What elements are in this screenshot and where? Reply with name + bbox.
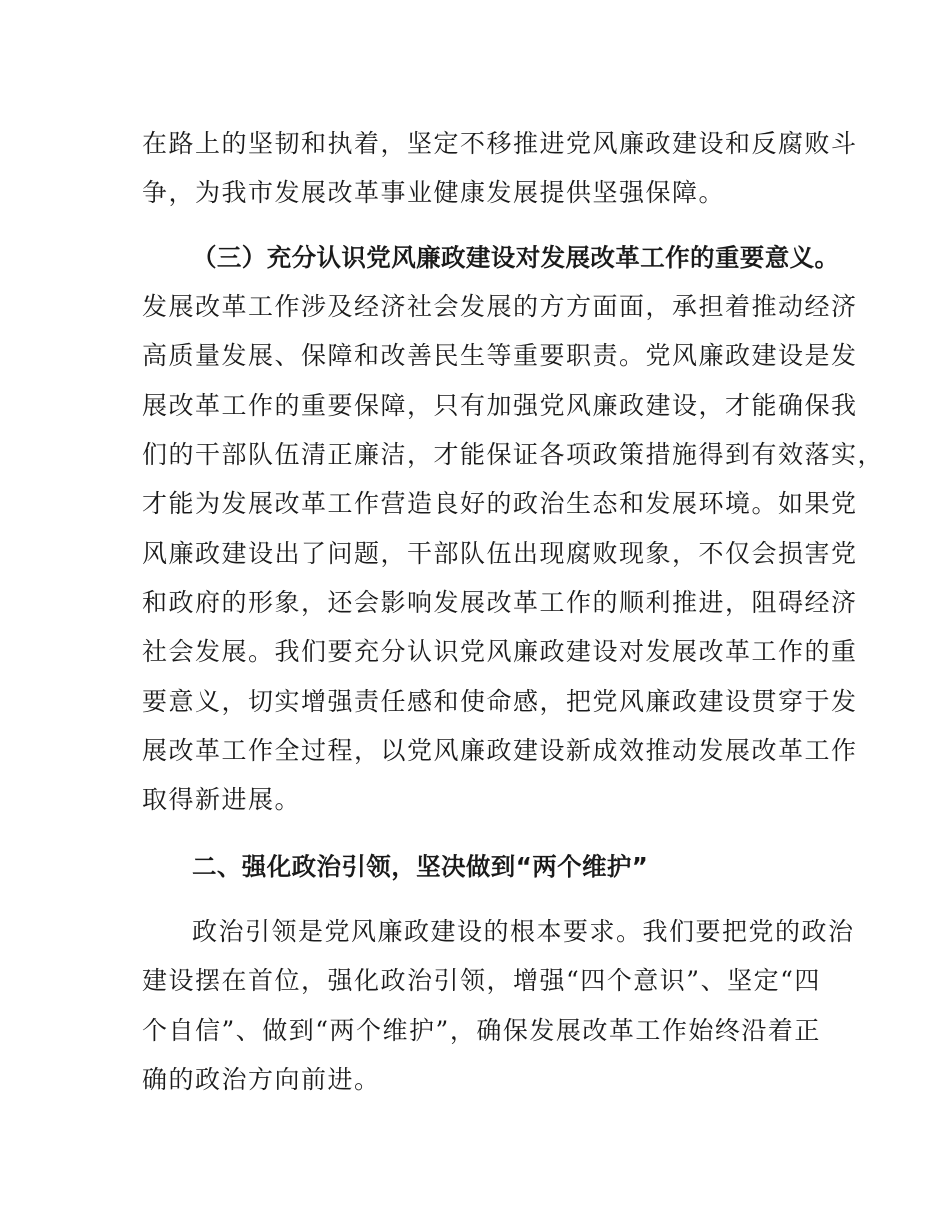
- section3-line-8: 社会发展。我们要充分认识党风廉政建设对发展改革工作的重: [142, 637, 858, 666]
- section3-line-3: 展改革工作的重要保障，只有加强党风廉政建设，才能确保我: [142, 391, 858, 420]
- section3-line-11: 取得新进展。: [142, 785, 302, 814]
- intro-line-1: 在路上的坚韧和执着，坚定不移推进党风廉政建设和反腐败斗: [142, 129, 858, 158]
- section3-line-7: 和政府的形象，还会影响发展改革工作的顺利推进，阻碍经济: [142, 588, 858, 617]
- section3-line-2: 高质量发展、保障和改善民生等重要职责。党风廉政建设是发: [142, 341, 858, 370]
- section2-line-4: 确的政治方向前进。: [142, 1065, 381, 1094]
- section2-line-3: 个自信”、做到“两个维护”，确保发展改革工作始终沿着正: [142, 1016, 821, 1045]
- section3-line-1: 发展改革工作涉及经济社会发展的方方面面，承担着推动经济: [142, 292, 858, 321]
- intro-line-2: 争，为我市发展改革事业健康发展提供坚强保障。: [142, 178, 726, 207]
- subheading-3: （三）充分认识党风廉政建设对发展改革工作的重要意义。: [192, 243, 840, 272]
- section3-line-4: 们的干部队伍清正廉洁，才能保证各项政策措施得到有效落实，: [142, 440, 885, 469]
- section3-line-10: 展改革工作全过程，以党风廉政建设新成效推动发展改革工作: [142, 736, 858, 765]
- section3-line-6: 风廉政建设出了问题，干部队伍出现腐败现象，不仅会损害党: [142, 539, 858, 568]
- section3-line-9: 要意义，切实增强责任感和使命感，把党风廉政建设贯穿于发: [142, 687, 858, 716]
- heading-2: 二、强化政治引领，坚决做到“两个维护”: [192, 852, 649, 881]
- section2-line-1: 政治引领是党风廉政建设的根本要求。我们要把党的政治: [192, 917, 855, 946]
- section2-line-2: 建设摆在首位，强化政治引领，增强“四个意识”、坚定“四: [142, 966, 821, 995]
- section3-line-5: 才能为发展改革工作营造良好的政治生态和发展环境。如果党: [142, 489, 858, 518]
